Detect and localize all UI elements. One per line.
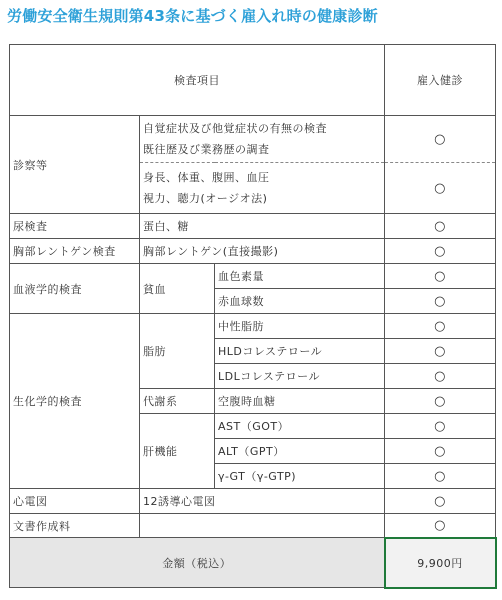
subcategory-taisha: 代謝系 xyxy=(140,389,215,414)
category-ketsueki: 血液学的検査 xyxy=(10,264,140,314)
table-row xyxy=(10,514,496,538)
item-kuufuku: 空腹時血糖 xyxy=(215,389,385,414)
check-mark: ○ xyxy=(385,489,496,514)
price-label: 金額（税込） xyxy=(10,538,385,588)
item-ldl: LDLコレステロール xyxy=(215,364,385,389)
category-seikagaku: 生化学的検査 xyxy=(10,314,140,489)
health-check-table xyxy=(9,44,497,589)
item-shinsatsu-b xyxy=(140,163,385,214)
check-mark: ○ xyxy=(385,314,496,339)
check-mark: ○ xyxy=(385,239,496,264)
item-text: 視力、聴力(オージオ法) xyxy=(143,192,268,205)
item-sekkekkyu: 赤血球数 xyxy=(215,289,385,314)
table-header-row xyxy=(10,45,496,116)
price-row xyxy=(10,538,496,588)
category-shinsatsu: 診察等 xyxy=(10,116,140,214)
item-bunsho-empty xyxy=(140,514,385,538)
check-mark: ○ xyxy=(385,414,496,439)
header-hire-check: 雇入健診 xyxy=(385,45,496,116)
item-shindenzu: 12誘導心電図 xyxy=(140,489,385,514)
item-ggt: γ-GT（γ-GTP) xyxy=(215,464,385,489)
check-mark: ○ xyxy=(385,214,496,239)
item-hdl: HLDコレステロール xyxy=(215,339,385,364)
check-mark: ○ xyxy=(385,364,496,389)
category-bunsho: 文書作成料 xyxy=(10,514,140,538)
item-text: 自覚症状及び他覚症状の有無の検査 xyxy=(143,122,327,135)
check-mark: ○ xyxy=(385,116,496,163)
check-mark: ○ xyxy=(385,514,496,538)
subcategory-shibou: 脂肪 xyxy=(140,314,215,389)
check-mark: ○ xyxy=(385,163,496,214)
item-text: 身長、体重、腹囲、血圧 xyxy=(143,171,270,184)
page-title: 労働安全衛生規則第43条に基づく雇入れ時の健康診断 xyxy=(7,7,378,25)
item-chusei: 中性脂肪 xyxy=(215,314,385,339)
item-shinsatsu-a xyxy=(140,116,385,163)
subcategory-kankinou: 肝機能 xyxy=(140,414,215,489)
check-mark: ○ xyxy=(385,264,496,289)
table-row xyxy=(10,214,496,239)
check-mark: ○ xyxy=(385,464,496,489)
subcategory-hinketsu: 貧血 xyxy=(140,264,215,314)
category-shindenzu: 心電図 xyxy=(10,489,140,514)
price-value[interactable]: 9,900円 xyxy=(385,538,496,588)
table-row xyxy=(10,239,496,264)
item-kyobu: 胸部レントゲン(直接撮影) xyxy=(140,239,385,264)
item-alt: ALT（GPT） xyxy=(215,439,385,464)
check-mark: ○ xyxy=(385,389,496,414)
check-mark: ○ xyxy=(385,439,496,464)
item-ast: AST（GOT） xyxy=(215,414,385,439)
check-mark: ○ xyxy=(385,339,496,364)
category-kyobu: 胸部レントゲン検査 xyxy=(10,239,140,264)
header-exam-items: 検査項目 xyxy=(10,45,385,116)
item-text: 既往歴及び業務歴の調査 xyxy=(143,143,270,156)
category-nyo: 尿検査 xyxy=(10,214,140,239)
table-row xyxy=(10,489,496,514)
table-row xyxy=(10,116,496,163)
check-mark: ○ xyxy=(385,289,496,314)
table-row xyxy=(10,314,496,339)
item-nyo: 蛋白、糖 xyxy=(140,214,385,239)
item-ketsushiki: 血色素量 xyxy=(215,264,385,289)
table-row xyxy=(10,264,496,289)
